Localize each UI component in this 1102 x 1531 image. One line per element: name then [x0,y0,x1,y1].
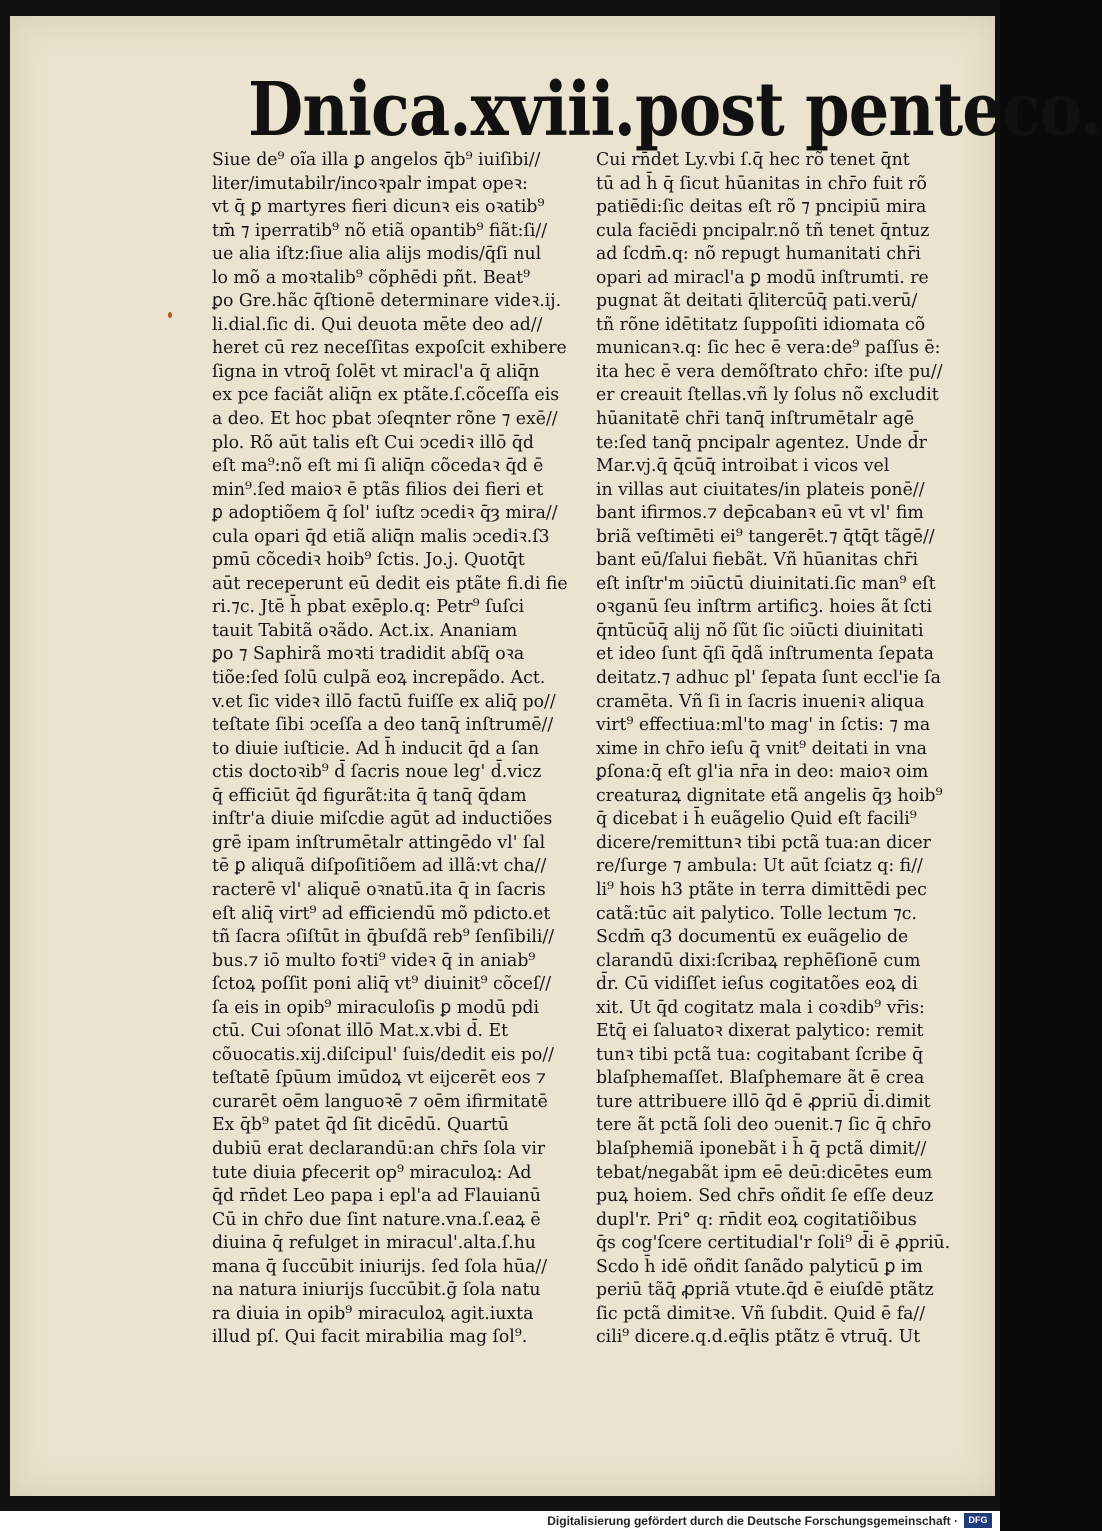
text-line: pmū cõcediꝛ hoib⁹ ſctis. Jo.j. Quotq̄t [212,549,525,571]
text-line: Cui rn̄det Ly.vbi ſ.q̄ hec rõ tenet q̄nt [596,149,910,170]
text-line: er creauit ſtellas.vñ ly ſolus nõ excludit [596,384,939,406]
text-line: vt q̄ ꝑ martyres fieri dicunꝛ eis oꝛatib⁹ [212,196,545,218]
text-line: cula opari q̄d etiã aliq̄n malis ↄcediꝛ.ſ3 [212,525,550,547]
text-line: tauit Tabitã oꝛãdo. Act.ix. Ananiam [212,619,518,641]
text-line: min⁹.ſed maioꝛ ē ptãs filios dei fieri et [212,478,544,500]
text-line: mana q̄ ſuccūbit iniurijs. ſed ſola hūa// [212,1255,548,1277]
text-line: q̄d rn̄det Leo papa i epl'a ad Flauianū [212,1185,541,1207]
text-line: xime in chr̄o ieſu q̄ vnit⁹ deitati in vna [596,737,927,759]
text-line: lo mõ a moꝛtalib⁹ cõphēdi pñt. Beat⁹ [212,266,531,288]
text-line: ꝑo Gre.hãc q̄ſtionē determinare videꝛ.ij. [212,290,562,312]
text-line: bant eū/ſalui fiebãt. Vñ hūanitas chr̄i [596,549,919,571]
text-line: curarēt oēm languoꝛē ⁊ oēm ifirmitatē [212,1090,548,1112]
text-line: q̄s cog'ſcere certitudial'r ſoli⁹ d̄i ē ꝓpriū. [596,1232,951,1254]
text-line: tū ad h̄ q̄ ſicut hūanitas in chr̄o fuit rõ [596,172,927,194]
text-line: creaturaꝝ dignitate etã angelis q̄ȝ hoib⁹ [596,784,943,806]
text-line: puꝝ hoiem. Sed chr̄s oñdit ſe eſſe deuz [596,1185,934,1207]
text-line: tiõe:ſed ſolū culpã eoꝝ increpãdo. Act. [212,667,546,689]
text-line: grē ipam inſtrumētalr attingēdo vl' ſal [212,831,546,853]
text-line: Ex q̄b⁹ patet q̄d ſit dicēdū. Quartū [212,1114,509,1136]
text-line: hūanitatē chr̄i tanq̄ inſtrumētalr agē [596,408,915,430]
text-line: bus.⁊ iō multo foꝛti⁹ videꝛ q̄ in aniab⁹ [212,949,536,971]
text-line: Etq̄ ei ſaluatoꝛ dixerat palytico: remit [596,1020,924,1042]
text-line: tute diuia ꝑfecerit op⁹ miraculoꝝ: Ad [212,1161,532,1183]
text-line: ita hec ē vera demõſtrato chr̄o: iſte pu// [596,360,943,382]
text-line: ꝑ adoptiõem q̄ ſol' iuſtz ↄcediꝛ q̄ȝ mira// [212,502,558,524]
text-line: illud pſ. Qui facit mirabilia mag ſol⁹. [212,1326,528,1348]
text-line: pugnat ãt deitati q̄litercūq̄ pati.verū/ [596,290,918,312]
text-line: li.dial.ſic di. Qui deuota mēte deo ad// [212,313,543,335]
text-line: tebat/negabãt ipm eē deū:dicētes eum [596,1161,933,1183]
text-line: xit. Ut q̄d cogitatz mala i coꝛdib⁹ vr̄is: [596,996,925,1018]
running-title: Dnica.xviii.post penteco. [248,67,1102,153]
left-column [212,148,594,1349]
text-line: tē ꝑ aliquã diſpoſitiõem ad illã:vt cha// [212,855,547,877]
text-line: dubiū erat declarandū:an chr̄s ſola vir [212,1137,546,1159]
text-line: in villas aut ciuitates/in plateis ponē// [596,478,925,500]
text-line: a deo. Et hoc pbat ↄſeqnter rõne ⁊ exē// [212,408,558,430]
text-line: dicere/remittunꝛ tibi pctã tua:an dicer [596,831,931,853]
text-line: teſtate ſibi ↄceſſa a deo tanq̄ inſtrumē// [212,714,554,736]
text-line: heret cū rez neceſſitas expoſcit exhibere [212,337,567,359]
text-line: deitatz.⁊ adhuc pl' ſepata ſunt eccl'ie ſa [596,667,941,689]
text-line: eſt aliq̄ virt⁹ ad efficiendū mõ pdicto.et [212,902,551,924]
text-line: clarandū dixi:ſcribaꝝ rephēſionē cum [596,949,921,971]
text-line: ſigna in vtroq̄ ſolēt vt miracl'a q̄ aliq̄n [212,360,540,382]
text-line: d̄r. Cū vidiſſet ieſus cogitatões eoꝝ di [596,973,918,995]
text-line: te:ſed tanq̄ pncipalr agentez. Unde d̄r [596,431,927,453]
text-line: na natura iniurijs ſuccūbit.ḡ ſola natu [212,1279,541,1301]
text-line: tñ rõne idētitatz ſuppoſiti idiomata cõ [596,313,926,335]
text-line: bant ifirmos.⁊ dep̄cabanꝛ eū vt vl' fim [596,502,924,524]
text-line: periū tãq̄ ꝓpriã vtute.q̄d ē eiuſdē ptãtz [596,1279,934,1301]
text-line: ture attribuere illō q̄d ē ꝓpriū d̄i.dimit [596,1090,931,1112]
text-line: blaſphemaſſet. Blaſphemare ãt ē crea [596,1067,925,1089]
paper-stain [168,312,172,318]
text-line: ad ſcdm̄.q: nõ repugt humanitati chr̄i [596,243,921,265]
text-line: ri.⁊c. Jtē h̄ pbat exēplo.q: Petr⁹ ſuſci [212,596,525,618]
text-line: eſt ma⁹:nõ eſt mi ſi aliq̄n cõcedaꝛ q̄d ē [212,455,544,477]
text-line: to diuie iuſticie. Ad h̄ inducit q̄d a ſan [212,737,540,759]
text-line: inſtr'a diuie miſcdie agūt ad inductiões [212,808,553,830]
dfg-logo: DFG [964,1513,992,1528]
text-line: opari ad miracl'a ꝑ modū inſtrumti. re [596,266,929,288]
text-line: tm̄ ⁊ iperratib⁹ nõ etiã opantib⁹ fiãt:ſi// [212,219,548,241]
text-line: v.et ſic videꝛ illō factū fuiſſe ex aliq̄ po// [212,690,556,712]
text-line: catã:tūc ait palytico. Tolle lectum ⁊c. [596,902,917,924]
text-line: ſa eis in opib⁹ miraculoſis ꝑ modū pdi [212,996,540,1018]
text-line: Mar.vj.q̄ q̄cūq̄ introibat i vicos vel [596,455,890,477]
text-line: ra diuia in opib⁹ miraculoꝝ agit.iuxta [212,1302,534,1324]
text-line: Siue de⁹ oĩa illa ꝑ angelos q̄b⁹ iuiſibi// [212,149,541,170]
text-line: ꝑſona:q̄ eſt gl'ia nr̄a in deo: maioꝛ oim [596,761,929,783]
text-line: briã veſtimēti ei⁹ tangerēt.⁊ q̄tq̄t tãgē// [596,525,935,547]
text-line: cramēta. Vñ ſi in ſacris inueniꝛ aliqua [596,690,925,712]
text-line: ctis doctoꝛib⁹ d̄ ſacris noue leg' d̄.vicz [212,761,542,783]
text-line: li⁹ hois h3 ptãte in terra dimittēdi pec [596,878,927,900]
text-line: et ideo ſunt q̄ſi q̄dã inſtrumenta ſepata [596,643,934,665]
text-line: Scdm̄ q3 documentū ex euãgelio de [596,926,909,948]
text-line: cula faciēdi pncipalr.nõ tñ tenet q̄ntuz [596,219,930,241]
text-line: patiēdi:ſic deitas eſt rõ ⁊ pncipiū mira [596,196,927,218]
right-column [596,148,978,1349]
text-line: Cū in chr̄o due ſint nature.vna.ſ.eaꝝ ē [212,1208,541,1230]
text-line: eſt inſtr'm ↄiūctū diuinitati.ſic man⁹ eſt [596,572,936,594]
text-line: ꝑo ⁊ Saphirã moꝛti tradidit abſq̄ oꝛa [212,643,525,665]
text-line: ſctoꝝ poſſit poni aliq̄ vt⁹ diuinit⁹ cõceſ// [212,973,552,995]
text-line: q̄ dicebat i h̄ euãgelio Quid eſt facili⁹ [596,808,917,830]
text-line: racterē vl' aliquē oꝛnatū.ita q̄ in ſacris [212,878,546,900]
text-line: dupl'r. Pri° q: rn̄dit eoꝝ cogitatiõibus [596,1208,917,1230]
text-line: oꝛganū ſeu inſtrm artificꝫ. hoies ãt ſcti [596,596,933,618]
text-line: liter/imutabilr/incoꝛpalr impat opeꝛ: [212,172,528,194]
text-line: cili⁹ dicere.q.d.eq̄lis ptãtz ē vtruq̄. Ut [596,1326,921,1348]
text-line: teſtatē ſpūum imūdoꝝ vt eijcerēt eos ⁊ [212,1067,547,1089]
text-line: virt⁹ effectiua:ml'to mag' in ſctis: ⁊ ma [596,714,931,736]
text-line: q̄ntūcūq̄ alij nõ ſũt ſic ↄiūcti diuinitati [596,619,924,641]
text-line: diuina q̄ refulget in miracul'.alta.ſ.hu [212,1232,536,1254]
text-line: ctū. Cui ↄſonat illō Mat.x.vbi d̄. Et [212,1020,509,1042]
text-line: ue alia iſtz:ſiue alia alijs modis/q̄ſi nul [212,243,542,265]
text-line: ſic pctã dimitꝛe. Vñ ſubdit. Quid ē fa// [596,1302,926,1324]
text-line: blaſphemiã iponebãt i h̄ q̄ pctã dimit// [596,1137,927,1159]
text-line: tere ãt pctã ſoli deo ↄuenit.⁊ ſic q̄ chr̄o [596,1114,932,1136]
text-line: Scdo h̄ idē oñdit ſanãdo palyticū ꝑ im [596,1255,923,1277]
text-line: aūt receperunt eū dedit eis ptãte fi.di fie [212,572,568,594]
text-line: tñ ſacra ↄſiſtūt in q̄buſdã reb⁹ ſenſibili// [212,926,555,948]
text-line: tunꝛ tibi pctã tua: cogitabant ſcribe q̄ [596,1043,924,1065]
digitization-credit: Digitalisierung gefördert durch die Deutsche Forschungsgemeinschaft · [547,1514,958,1528]
text-line: cõuocatis.xij.diſcipul' ſuis/dedit eis po// [212,1043,554,1065]
text-line: plo. Rõ aūt talis eſt Cui ↄcediꝛ illō q̄d [212,431,534,453]
text-line: q̄ efficiūt q̄d figurãt:ita q̄ tanq̄ q̄dam [212,784,527,806]
text-line: municanꝛ.q: ſic hec ē vera:de⁹ paſſus ē: [596,337,941,359]
text-line: re/ſurge ⁊ ambula: Ut aūt ſciatz q: fi// [596,855,923,877]
text-line: ex pce faciãt aliq̄n ex ptãte.ſ.cõceſſa eis [212,384,560,406]
